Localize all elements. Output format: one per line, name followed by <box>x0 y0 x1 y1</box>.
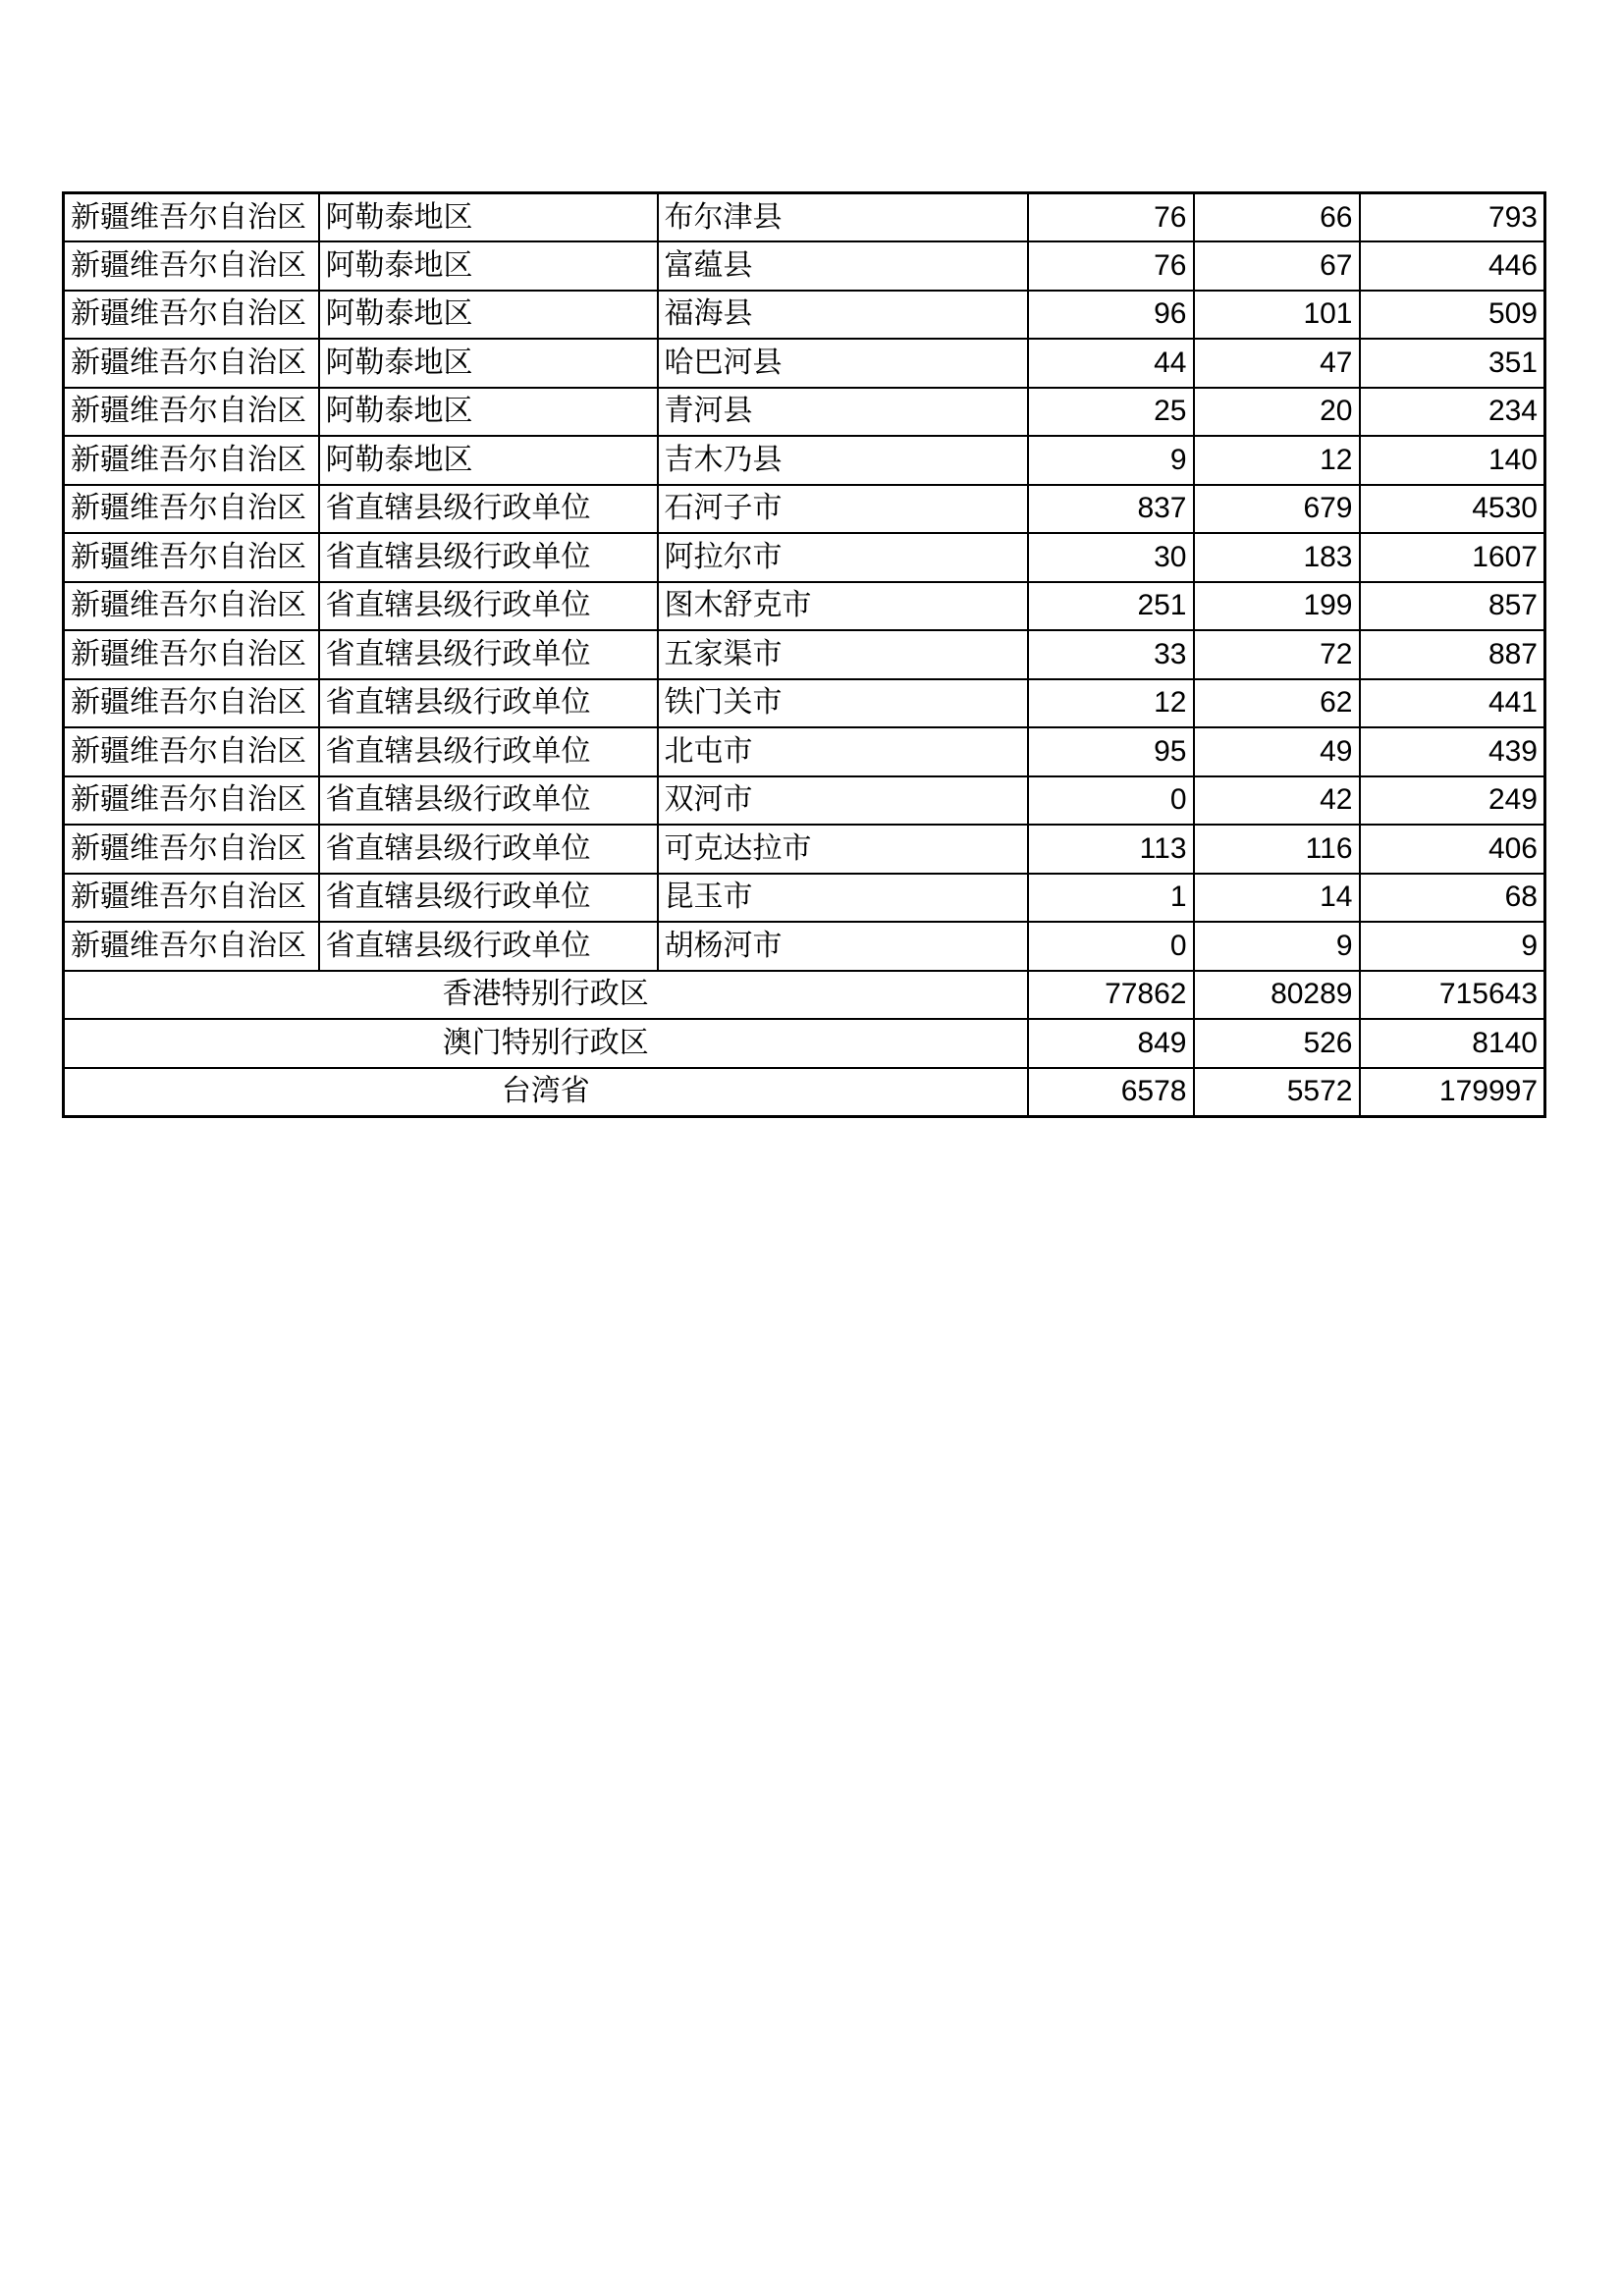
province-cell: 新疆维吾尔自治区 <box>64 193 319 242</box>
table-row <box>64 241 1545 291</box>
value1-cell: 76 <box>1028 241 1194 291</box>
county-cell: 阿拉尔市 <box>658 533 1028 582</box>
table-row <box>64 825 1545 874</box>
prefecture-cell: 省直辖县级行政单位 <box>319 485 658 534</box>
prefecture-cell: 阿勒泰地区 <box>319 193 658 242</box>
value1-cell: 25 <box>1028 388 1194 437</box>
value3-cell: 715643 <box>1360 971 1545 1020</box>
region-name-cell: 香港特别行政区 <box>64 971 1028 1020</box>
value1-cell: 9 <box>1028 436 1194 485</box>
prefecture-cell: 阿勒泰地区 <box>319 388 658 437</box>
province-cell: 新疆维吾尔自治区 <box>64 291 319 340</box>
value2-cell: 20 <box>1194 388 1360 437</box>
value3-cell: 179997 <box>1360 1068 1545 1117</box>
value1-cell: 6578 <box>1028 1068 1194 1117</box>
value2-cell: 526 <box>1194 1019 1360 1068</box>
value2-cell: 66 <box>1194 193 1360 242</box>
table-row <box>64 679 1545 728</box>
special-row <box>64 971 1545 1020</box>
value1-cell: 0 <box>1028 922 1194 971</box>
value3-cell: 68 <box>1360 874 1545 923</box>
value3-cell: 1607 <box>1360 533 1545 582</box>
value2-cell: 72 <box>1194 630 1360 679</box>
county-cell: 吉木乃县 <box>658 436 1028 485</box>
prefecture-cell: 省直辖县级行政单位 <box>319 533 658 582</box>
province-cell: 新疆维吾尔自治区 <box>64 388 319 437</box>
prefecture-cell: 省直辖县级行政单位 <box>319 582 658 631</box>
value3-cell: 793 <box>1360 193 1545 242</box>
value2-cell: 49 <box>1194 727 1360 776</box>
county-cell: 图木舒克市 <box>658 582 1028 631</box>
value2-cell: 5572 <box>1194 1068 1360 1117</box>
prefecture-cell: 阿勒泰地区 <box>319 339 658 388</box>
county-cell: 青河县 <box>658 388 1028 437</box>
value2-cell: 62 <box>1194 679 1360 728</box>
region-name-cell: 台湾省 <box>64 1068 1028 1117</box>
value3-cell: 509 <box>1360 291 1545 340</box>
value3-cell: 140 <box>1360 436 1545 485</box>
prefecture-cell: 省直辖县级行政单位 <box>319 679 658 728</box>
prefecture-cell: 省直辖县级行政单位 <box>319 776 658 826</box>
province-cell: 新疆维吾尔自治区 <box>64 339 319 388</box>
county-cell: 布尔津县 <box>658 193 1028 242</box>
value1-cell: 113 <box>1028 825 1194 874</box>
prefecture-cell: 省直辖县级行政单位 <box>319 727 658 776</box>
value1-cell: 44 <box>1028 339 1194 388</box>
county-cell: 北屯市 <box>658 727 1028 776</box>
province-cell: 新疆维吾尔自治区 <box>64 874 319 923</box>
value1-cell: 1 <box>1028 874 1194 923</box>
table-row <box>64 582 1545 631</box>
table-row <box>64 339 1545 388</box>
value1-cell: 0 <box>1028 776 1194 826</box>
county-cell: 哈巴河县 <box>658 339 1028 388</box>
province-cell: 新疆维吾尔自治区 <box>64 533 319 582</box>
county-cell: 福海县 <box>658 291 1028 340</box>
special-row <box>64 1019 1545 1068</box>
table-row <box>64 922 1545 971</box>
county-cell: 铁门关市 <box>658 679 1028 728</box>
value2-cell: 116 <box>1194 825 1360 874</box>
value2-cell: 67 <box>1194 241 1360 291</box>
value2-cell: 183 <box>1194 533 1360 582</box>
table-row <box>64 485 1545 534</box>
table-row <box>64 776 1545 826</box>
value3-cell: 439 <box>1360 727 1545 776</box>
table-row <box>64 291 1545 340</box>
prefecture-cell: 省直辖县级行政单位 <box>319 630 658 679</box>
value1-cell: 849 <box>1028 1019 1194 1068</box>
prefecture-cell: 阿勒泰地区 <box>319 241 658 291</box>
value3-cell: 857 <box>1360 582 1545 631</box>
value1-cell: 837 <box>1028 485 1194 534</box>
county-cell: 胡杨河市 <box>658 922 1028 971</box>
province-cell: 新疆维吾尔自治区 <box>64 776 319 826</box>
province-cell: 新疆维吾尔自治区 <box>64 436 319 485</box>
value1-cell: 12 <box>1028 679 1194 728</box>
province-cell: 新疆维吾尔自治区 <box>64 679 319 728</box>
prefecture-cell: 阿勒泰地区 <box>319 436 658 485</box>
province-cell: 新疆维吾尔自治区 <box>64 922 319 971</box>
value3-cell: 4530 <box>1360 485 1545 534</box>
value3-cell: 406 <box>1360 825 1545 874</box>
value1-cell: 251 <box>1028 582 1194 631</box>
value2-cell: 14 <box>1194 874 1360 923</box>
value2-cell: 9 <box>1194 922 1360 971</box>
value3-cell: 441 <box>1360 679 1545 728</box>
table-body <box>64 193 1545 1117</box>
value1-cell: 96 <box>1028 291 1194 340</box>
value2-cell: 80289 <box>1194 971 1360 1020</box>
prefecture-cell: 阿勒泰地区 <box>319 291 658 340</box>
value3-cell: 8140 <box>1360 1019 1545 1068</box>
prefecture-cell: 省直辖县级行政单位 <box>319 922 658 971</box>
prefecture-cell: 省直辖县级行政单位 <box>319 874 658 923</box>
county-cell: 昆玉市 <box>658 874 1028 923</box>
province-cell: 新疆维吾尔自治区 <box>64 241 319 291</box>
county-cell: 五家渠市 <box>658 630 1028 679</box>
county-cell: 可克达拉市 <box>658 825 1028 874</box>
province-cell: 新疆维吾尔自治区 <box>64 485 319 534</box>
province-cell: 新疆维吾尔自治区 <box>64 582 319 631</box>
value1-cell: 33 <box>1028 630 1194 679</box>
value2-cell: 42 <box>1194 776 1360 826</box>
province-cell: 新疆维吾尔自治区 <box>64 727 319 776</box>
value2-cell: 12 <box>1194 436 1360 485</box>
county-cell: 石河子市 <box>658 485 1028 534</box>
table-row <box>64 436 1545 485</box>
value3-cell: 234 <box>1360 388 1545 437</box>
prefecture-cell: 省直辖县级行政单位 <box>319 825 658 874</box>
table-row <box>64 630 1545 679</box>
value1-cell: 77862 <box>1028 971 1194 1020</box>
table-row <box>64 727 1545 776</box>
value3-cell: 887 <box>1360 630 1545 679</box>
value2-cell: 47 <box>1194 339 1360 388</box>
county-cell: 双河市 <box>658 776 1028 826</box>
table-row <box>64 388 1545 437</box>
value1-cell: 76 <box>1028 193 1194 242</box>
value3-cell: 351 <box>1360 339 1545 388</box>
value3-cell: 249 <box>1360 776 1545 826</box>
data-table <box>62 191 1546 1118</box>
province-cell: 新疆维吾尔自治区 <box>64 630 319 679</box>
table-row <box>64 193 1545 242</box>
value2-cell: 679 <box>1194 485 1360 534</box>
value2-cell: 199 <box>1194 582 1360 631</box>
table-row <box>64 533 1545 582</box>
county-cell: 富蕴县 <box>658 241 1028 291</box>
value3-cell: 9 <box>1360 922 1545 971</box>
value3-cell: 446 <box>1360 241 1545 291</box>
province-cell: 新疆维吾尔自治区 <box>64 825 319 874</box>
value2-cell: 101 <box>1194 291 1360 340</box>
table-row <box>64 874 1545 923</box>
value1-cell: 95 <box>1028 727 1194 776</box>
value1-cell: 30 <box>1028 533 1194 582</box>
special-row <box>64 1068 1545 1117</box>
region-name-cell: 澳门特别行政区 <box>64 1019 1028 1068</box>
